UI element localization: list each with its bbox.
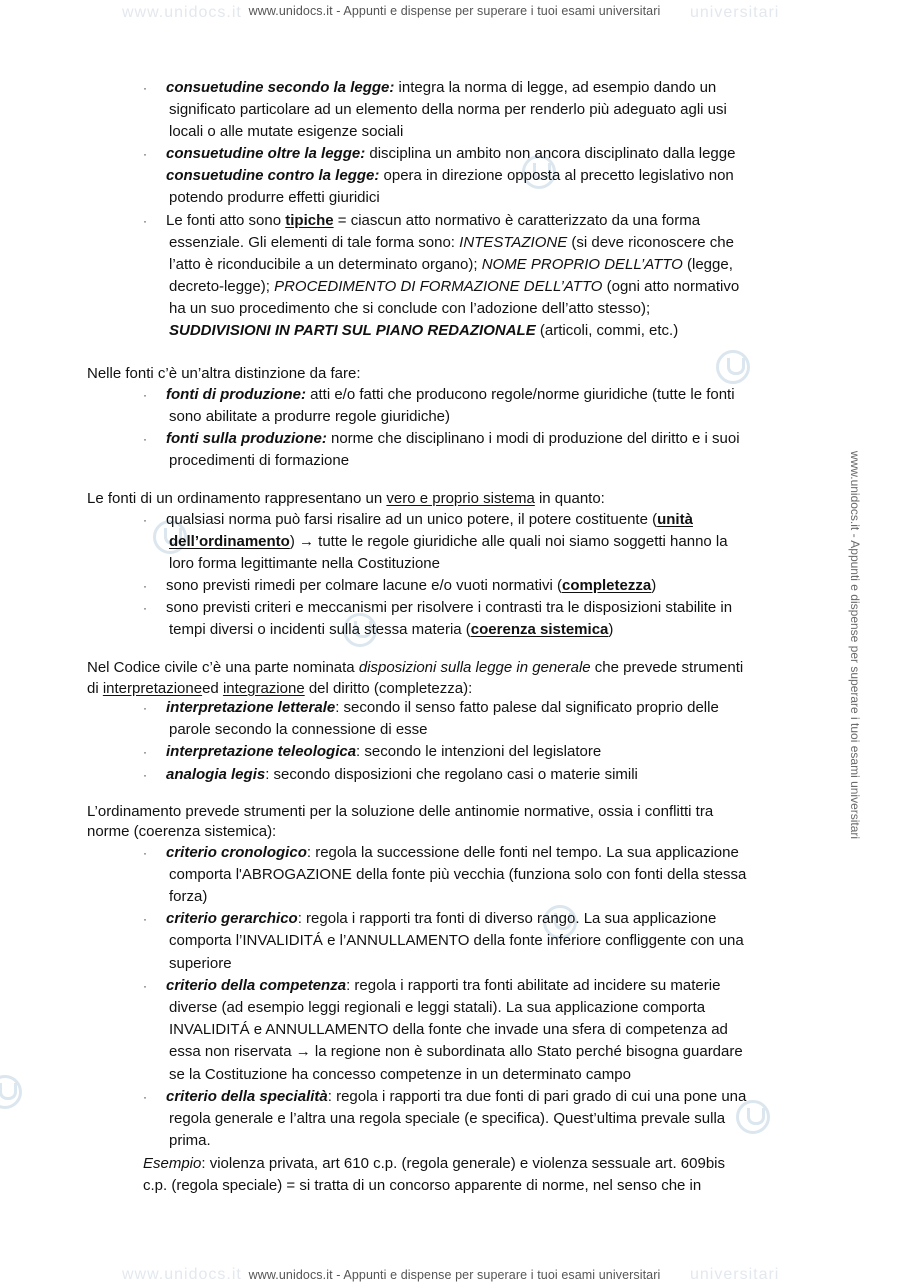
text-line: locali o alle mutate esigenze sociali xyxy=(169,123,404,140)
text-line: criterio della competenza: regola i rapporti tra fonti abilitate ad incidere su materie xyxy=(166,977,721,994)
list-bullet: · xyxy=(143,147,147,161)
watermark-faint-top-right: universitari xyxy=(690,4,780,21)
text-line: sono previsti criteri e meccanismi per risolvere i contrasti tra le disposizioni stabilite in xyxy=(166,599,733,616)
list-bullet: · xyxy=(143,745,147,759)
text-line: diverse (ad esempio leggi regionali e leggi statali). La sua applicazione comporta xyxy=(169,999,706,1016)
text-line: fonti di produzione: atti e/o fatti che producono regole/norme giuridiche (tutte le fonti xyxy=(166,386,735,403)
text-line: consuetudine oltre la legge: disciplina un ambito non ancora disciplinato dalla legge xyxy=(166,145,736,162)
text-line: fonti sulla produzione: norme che disciplinano i modi di produzione del diritto e i suoi xyxy=(166,430,740,447)
watermark-faint-bottom-right: universitari xyxy=(690,1266,780,1283)
text-line: superiore xyxy=(169,955,232,972)
list-bullet: · xyxy=(143,601,147,615)
list-bullet: · xyxy=(143,513,147,527)
text-line: comporta l'ABROGAZIONE della fonte più vecchia (funziona solo con fonti della stessa xyxy=(169,866,747,883)
text-line: ha un suo procedimento che si conclude con l’adozione dell’atto stesso); xyxy=(169,300,651,317)
text-line: Nel Codice civile c’è una parte nominata disposizioni sulla legge in generale che prevede strumenti xyxy=(87,659,744,676)
text-line: comporta l’INVALIDITÁ e l’ANNULLAMENTO della fonte inferiore confliggente con una xyxy=(169,932,744,949)
text-line: parole secondo la connessione di esse xyxy=(169,721,428,738)
list-bullet: · xyxy=(143,979,147,993)
list-bullet: · xyxy=(143,701,147,715)
list-bullet: · xyxy=(143,1090,147,1104)
text-line: interpretazione teleologica: secondo le intenzioni del legislatore xyxy=(166,743,602,760)
text-line: decreto-legge); PROCEDIMENTO DI FORMAZIONE DELL’ATTO (ogni atto normativo xyxy=(169,278,740,295)
text-line: analogia legis: secondo disposizioni che regolano casi o materie simili xyxy=(166,766,638,783)
text-line: loro forma legittimante nella Costituzione xyxy=(169,555,440,572)
text-line: essa non riservata → la regione non è subordinata allo Stato perché bisogna guardare xyxy=(169,1043,743,1060)
text-line: se la Costituzione ha concesso competenze in un determinato campo xyxy=(169,1066,631,1083)
text-line: Nelle fonti c’è un’altra distinzione da fare: xyxy=(87,365,361,382)
text-line: L’ordinamento prevede strumenti per la soluzione delle antinomie normative, ossia i conflitti tra xyxy=(87,803,714,820)
text-line: potendo produrre effetti giuridici xyxy=(169,189,380,206)
text-line: criterio cronologico: regola la successione delle fonti nel tempo. La sua applicazione xyxy=(166,844,739,861)
text-line: criterio gerarchico: regola i rapporti tra fonti di diverso rango. La sua applicazione xyxy=(166,910,717,927)
text-line: interpretazione letterale: secondo il senso fatto palese dal significato proprio delle xyxy=(166,699,719,716)
text-line: sono abilitate a produrre regole giuridiche) xyxy=(169,408,451,425)
watermark-banner-top: www.unidocs.it - Appunti e dispense per superare i tuoi esami universitari xyxy=(248,4,661,18)
text-line: di interpretazioneed integrazione del diritto (completezza): xyxy=(87,680,473,697)
list-bullet: · xyxy=(143,768,147,782)
text-line: essenziale. Gli elementi di tale forma sono: INTESTAZIONE (si deve riconoscere che xyxy=(169,234,734,251)
text-line: Le fonti di un ordinamento rappresentano un vero e proprio sistema in quanto: xyxy=(87,490,605,507)
text-line: tempi diversi o incidenti sulla stessa materia (coerenza sistemica) xyxy=(169,621,614,638)
text-line: sono previsti rimedi per colmare lacune e/o vuoti normativi (completezza) xyxy=(166,577,657,594)
list-bullet: · xyxy=(143,214,147,228)
watermark-faint-top-left: www.unidocs.it xyxy=(122,4,242,21)
text-line: criterio della specialità: regola i rapporti tra due fonti di pari grado di cui una pone una xyxy=(166,1088,747,1105)
text-line: Esempio: violenza privata, art 610 c.p. (regola generale) e violenza sessuale art. 609bis xyxy=(143,1155,725,1172)
text-line: l’atto è riconducibile a un determinato organo); NOME PROPRIO DELL’ATTO (legge, xyxy=(169,256,733,273)
text-line: significato particolare ad un elemento della norma per renderlo più adeguato agli usi xyxy=(169,101,727,118)
list-bullet: · xyxy=(143,388,147,402)
text-line: forza) xyxy=(169,888,208,905)
text-line: Le fonti atto sono tipiche = ciascun atto normativo è caratterizzato da una forma xyxy=(166,212,701,229)
list-bullet: · xyxy=(143,912,147,926)
text-line: procedimenti di formazione xyxy=(169,452,350,469)
text-line: dell’ordinamento) → tutte le regole giuridiche alle quali noi siamo soggetti hanno la xyxy=(169,533,728,550)
watermark-logo-icon xyxy=(0,1075,22,1109)
text-line: SUDDIVISIONI IN PARTI SUL PIANO REDAZIONALE (articoli, commi, etc.) xyxy=(169,322,679,339)
watermark-logo-icon xyxy=(716,350,750,384)
list-bullet: · xyxy=(143,579,147,593)
text-line: regola generale e l’altra una regola speciale (e specifica). Quest’ultima prevale sulla xyxy=(169,1110,726,1127)
text-line: qualsiasi norma può farsi risalire ad un unico potere, il potere costituente (unità xyxy=(166,511,693,528)
watermark-banner-bottom: www.unidocs.it - Appunti e dispense per superare i tuoi esami universitari xyxy=(248,1268,661,1282)
text-line: c.p. (regola speciale) = si tratta di un concorso apparente di norme, nel senso che in xyxy=(143,1177,702,1194)
watermark-faint-bottom-left: www.unidocs.it xyxy=(122,1266,242,1283)
list-bullet: · xyxy=(143,432,147,446)
text-line: prima. xyxy=(169,1132,211,1149)
text-line: consuetudine secondo la legge: integra la norma di legge, ad esempio dando un xyxy=(166,79,717,96)
text-line: consuetudine contro la legge: opera in direzione opposta al precetto legislativo non xyxy=(166,167,734,184)
text-line: norme (coerenza sistemica): xyxy=(87,823,277,840)
text-line: INVALIDITÁ e ANNULLAMENTO della fonte che invade una sfera di competenza ad xyxy=(169,1021,728,1038)
list-bullet: · xyxy=(143,81,147,95)
list-bullet: · xyxy=(143,846,147,860)
watermark-right-side: www.unidocs.it - Appunti e dispense per superare i tuoi esami universitari xyxy=(848,450,863,840)
